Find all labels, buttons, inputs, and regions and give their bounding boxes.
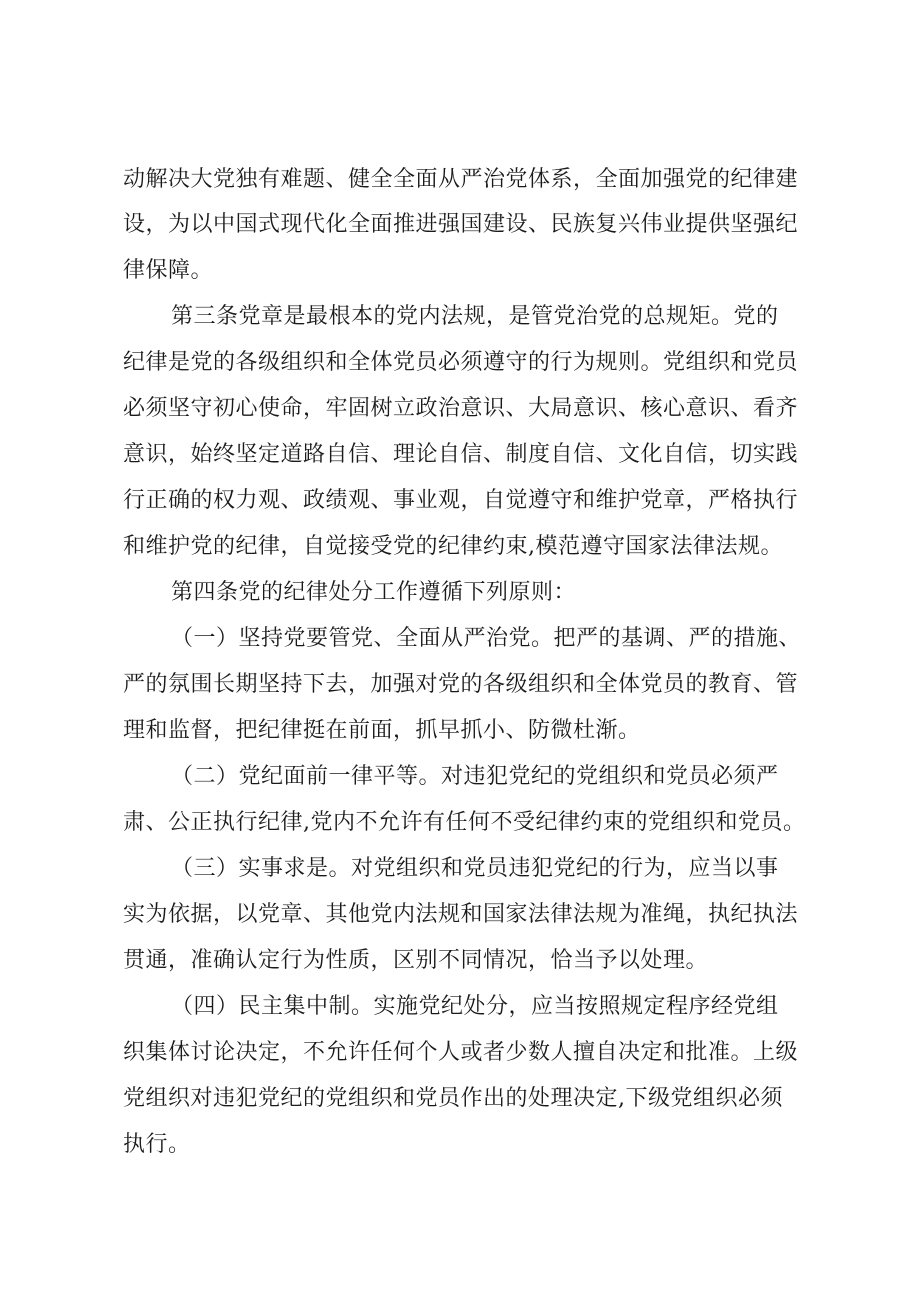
text-line: 严的氛围长期坚持下去，加强对党的各级组织和全体党员的教育、管 [123, 672, 799, 697]
text-line: 贯通，准确认定行为性质，区别不同情况，恰当予以处理。 [123, 948, 709, 973]
text-line: 动解决大党独有难题、健全全面从严治党体系，全面加强党的纪律建 [123, 167, 799, 192]
text-line: 意识，始终坚定道路自信、理论自信、制度自信、文化自信，切实践 [123, 442, 799, 467]
text-line: 行正确的权力观、政绩观、事业观，自觉遵守和维护党章，严格执行 [123, 488, 799, 513]
principle-3-line: （三）实事求是。对党组织和党员违犯党纪的行为，应当以事 [171, 856, 779, 881]
text-line: 肃、公正执行纪律,党内不允许有任何不受纪律约束的党组织和党员。 [123, 810, 806, 835]
principle-2-line: （二）党纪面前一律平等。对违犯党纪的党组织和党员必须严 [171, 764, 779, 789]
text-line: 设，为以中国式现代化全面推进强国建设、民族复兴伟业提供坚强纪 [123, 212, 799, 237]
article-4-heading-line: 第四条党的纪律处分工作遵循下列原则： [171, 580, 577, 605]
principle-4-line: （四）民主集中制。实施党纪处分，应当按照规定程序经党组 [171, 994, 779, 1019]
text-line: 织集体讨论决定，不允许任何个人或者少数人擅自决定和批准。上级 [123, 1040, 799, 1065]
principle-1-line: （一）坚持党要管党、全面从严治党。把严的基调、严的措施、 [171, 626, 802, 651]
text-line: 纪律是党的各级组织和全体党员必须遵守的行为规则。党组织和党员 [123, 350, 799, 375]
text-line: 理和监督，把纪律挺在前面，抓早抓小、防微杜渐。 [123, 718, 641, 743]
text-line: 和维护党的纪律，自觉接受党的纪律约束,模范遵守国家法律法规。 [123, 534, 783, 559]
article-3-heading-line: 第三条党章是最根本的党内法规，是管党治党的总规矩。党的 [171, 304, 779, 329]
text-line: 执行。 [123, 1132, 191, 1157]
text-line: 实为依据，以党章、其他党内法规和国家法律法规为准绳，执纪执法 [123, 902, 799, 927]
text-line: 律保障。 [123, 258, 214, 283]
text-line: 党组织对违犯党纪的党组织和党员作出的处理决定,下级党组织必须 [123, 1086, 783, 1111]
text-line: 必须坚守初心使命，牢固树立政治意识、大局意识、核心意识、看齐 [123, 396, 799, 421]
